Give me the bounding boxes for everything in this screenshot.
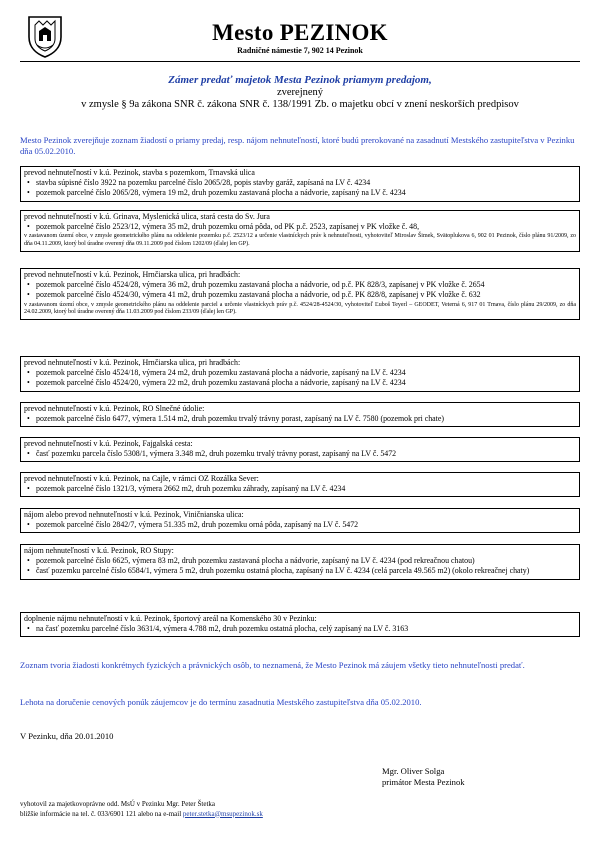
- deadline-paragraph: Lehota na doručenie cenových ponúk záujemcov je do termínu zasadnutia Mestského zastupiteľstva dňa 05.02.2010.: [20, 697, 422, 707]
- box-title: prevod nehnuteľností v k.ú. Pezinok, Hrnčiarska ulica, pri hradbách:: [24, 270, 241, 279]
- property-box-7: [20, 472, 580, 497]
- footer-author: vyhotovil za majetkovoprávne odd. MsÚ v Pezinku Mgr. Peter Štetka: [20, 800, 215, 808]
- box-title: nájom alebo prevod nehnuteľností v k.ú. Pezinok, Viničnianska ulica:: [24, 510, 244, 519]
- property-box-8: [20, 508, 580, 533]
- list-item: • pozemok parcelné číslo 4524/30, výmera 41 m2, druh pozemku zastavaná plocha a nádvorie, od p.č. PK 828/8, zapísanej v PK vložke č. 632: [36, 290, 576, 300]
- list-item: • na časť pozemku parcelné číslo 3631/4, výmera 4.788 m2, druh pozemku ostatná plocha, celý zapísaný na LV č. 3163: [36, 624, 576, 634]
- property-box-2: [20, 210, 580, 252]
- box-title: prevod nehnuteľností v k.ú. Pezinok, na Cajle, v rámci OZ Rozálka Sever:: [24, 474, 259, 483]
- page-title: Mesto PEZINOK: [212, 20, 388, 45]
- signature-block: [382, 766, 465, 788]
- list-item: • pozemok parcelné číslo 4524/18, výmera 24 m2, druh pozemku zastavaná plocha a nádvorie, zapísaný na LV č. 4234: [36, 368, 576, 378]
- property-box-1: [20, 166, 580, 202]
- list-item: • pozemok parcelné číslo 6625, výmera 83 m2, druh pozemku zastavaná plocha a nádvorie, zapísaný na LV č. 4234 (pod rekreačnou chatou): [36, 556, 576, 566]
- list-item: • pozemok parcelné číslo 2065/28, výmera 19 m2, druh pozemku zastavaná plocha a nádvorie, zapísaný na LV č. 4234: [36, 188, 576, 198]
- property-box-5: [20, 402, 580, 427]
- header-divider: [20, 61, 580, 62]
- box-title: nájom nehnuteľností v k.ú. Pezinok, RO Stupy:: [24, 546, 174, 555]
- list-item: • pozemok parcelné číslo 1321/3, výmera 2662 m2, druh pozemku záhrady, zapísaný na LV č. 4234: [36, 484, 576, 494]
- box-title: prevod nehnuteľností v k.ú. Pezinok, stavba s pozemkom, Trnavská ulica: [24, 168, 255, 177]
- document-date: V Pezinku, dňa 20.01.2010: [20, 731, 114, 741]
- closing-paragraph: Zoznam tvoria žiadosti konkrétnych fyzických a právnických osôb, to neznamená, že Mesto Pezinok má záujem všetky tieto nehnuteľnosti predať.: [20, 660, 525, 670]
- signatory-role: primátor Mesta Pezinok: [382, 777, 465, 787]
- property-box-10: [20, 612, 580, 637]
- list-item: • časť pozemku parcelné číslo 6584/1, výmera 5 m2, druh pozemku ostatná plocha, zapísaný na LV č. 4234 (celá parcela 49.565 m2) (okolo rekreačnej chaty): [36, 566, 576, 576]
- footer: [20, 800, 263, 819]
- box-title: prevod nehnuteľností v k.ú. Pezinok, RO Slnečné údolie:: [24, 404, 205, 413]
- footer-contact-text: bližšie informácie na tel. č. 033/6901 121 alebo na e-mail: [20, 809, 182, 818]
- signatory-name: Mgr. Oliver Solga: [382, 766, 445, 776]
- property-box-6: [20, 437, 580, 462]
- list-item: • pozemok parcelné číslo 2523/12, výmera 35 m2, druh pozemku orná pôda, od PK p.č. 2523, zapísanej v PK vložke č. 48,: [36, 222, 576, 232]
- list-item: • pozemok parcelné číslo 2842/7, výmera 51.335 m2, druh pozemku orná pôda, zapísaný na LV č. 5472: [36, 520, 576, 530]
- box-note: v zastavanom území obce, v zmysle geometrického plánu na oddelenie parciel a určenie vlastníckych práv p.č. 4524/28-4524/30, vyhotoviteľ Ľuboš Teyerl – GEODET, Veterná 6, 917 01 Trnava, číslo plánu 29/2009, zo dňa 24.02.2009, ktorý bol úradne overený dňa 11.03.2009 pod číslom 233/09 (ďalej len GP).: [24, 301, 576, 316]
- box-title: doplnenie nájmu nehnuteľností v k.ú. Pezinok, športový areál na Komenského 30 v Pezinku:: [24, 614, 317, 623]
- box-note: v zastavanom území obce, v zmysle geometrického plánu na oddelenie pozemku p.č. 2523/12 a určenie vlastníckych práv k nehnuteľnosti, vyhotoviteľ Miroslav Šimek, Svätoplukova 6, 902 01 Pezinok, číslo plánu 91/2009, zo dňa 04.11.2009, ktorý bol úradne overený dňa 09.11.2009 pod číslom 1202/09 (ďalej len GP).: [24, 233, 576, 247]
- email-link[interactable]: peter.stetka@msupezinok.sk: [182, 809, 263, 818]
- property-box-3: [20, 268, 580, 320]
- list-item: • pozemok parcelné číslo 4524/28, výmera 36 m2, druh pozemku zastavaná plocha a nádvorie, od p.č. PK 828/3, zapísanej v PK vložke č. 2654: [36, 280, 576, 290]
- intro-paragraph: Mesto Pezinok zverejňuje zoznam žiadostí o priamy predaj, resp. nájom nehnuteľností, ktoré budú prerokované na zasadnutí Mestského zastupiteľstva v Pezinku dňa 05.02.2010.: [20, 135, 575, 156]
- box-title: prevod nehnuteľností v k.ú. Grinava, Myslenická ulica, stará cesta do Sv. Jura: [24, 212, 270, 221]
- list-item: • pozemok parcelné číslo 4524/20, výmera 22 m2, druh pozemku zastavaná plocha a nádvorie, zapísaný na LV č. 4234: [36, 378, 576, 388]
- list-item: • pozemok parcelné číslo 6477, výmera 1.514 m2, druh pozemku trvalý trávny porast, zapísaný na LV č. 7580 (pozemok pri chate): [36, 414, 576, 424]
- city-address: Radničné námestie 7, 902 14 Pezinok: [237, 46, 363, 55]
- box-title: prevod nehnuteľností v k.ú. Pezinok, Fajgalská cesta:: [24, 439, 193, 448]
- property-box-9: [20, 544, 580, 580]
- notice-subtitle: zverejnený: [276, 86, 324, 98]
- property-box-4: [20, 356, 580, 392]
- notice-legal-basis: v zmysle § 9a zákona SNR č. zákona SNR č. 138/1991 Zb. o majetku obcí v znení neskorších predpisov: [81, 99, 519, 110]
- box-title: prevod nehnuteľností v k.ú. Pezinok, Hrnčiarska ulica, pri hradbách:: [24, 358, 241, 367]
- list-item: • stavba súpisné číslo 3922 na pozemku parcelné číslo 2065/28, popis stavby garáž, zapísaná na LV č. 4234: [36, 178, 576, 188]
- footer-contact: [20, 810, 263, 820]
- notice-title: Zámer predať majetok Mesta Pezinok priamym predajom,: [168, 74, 432, 86]
- notice-heading: [0, 74, 600, 112]
- list-item: • časť pozemku parcela číslo 5308/1, výmera 3.348 m2, druh pozemku trvalý trávny porast, zapísaný na LV č. 5472: [36, 449, 576, 459]
